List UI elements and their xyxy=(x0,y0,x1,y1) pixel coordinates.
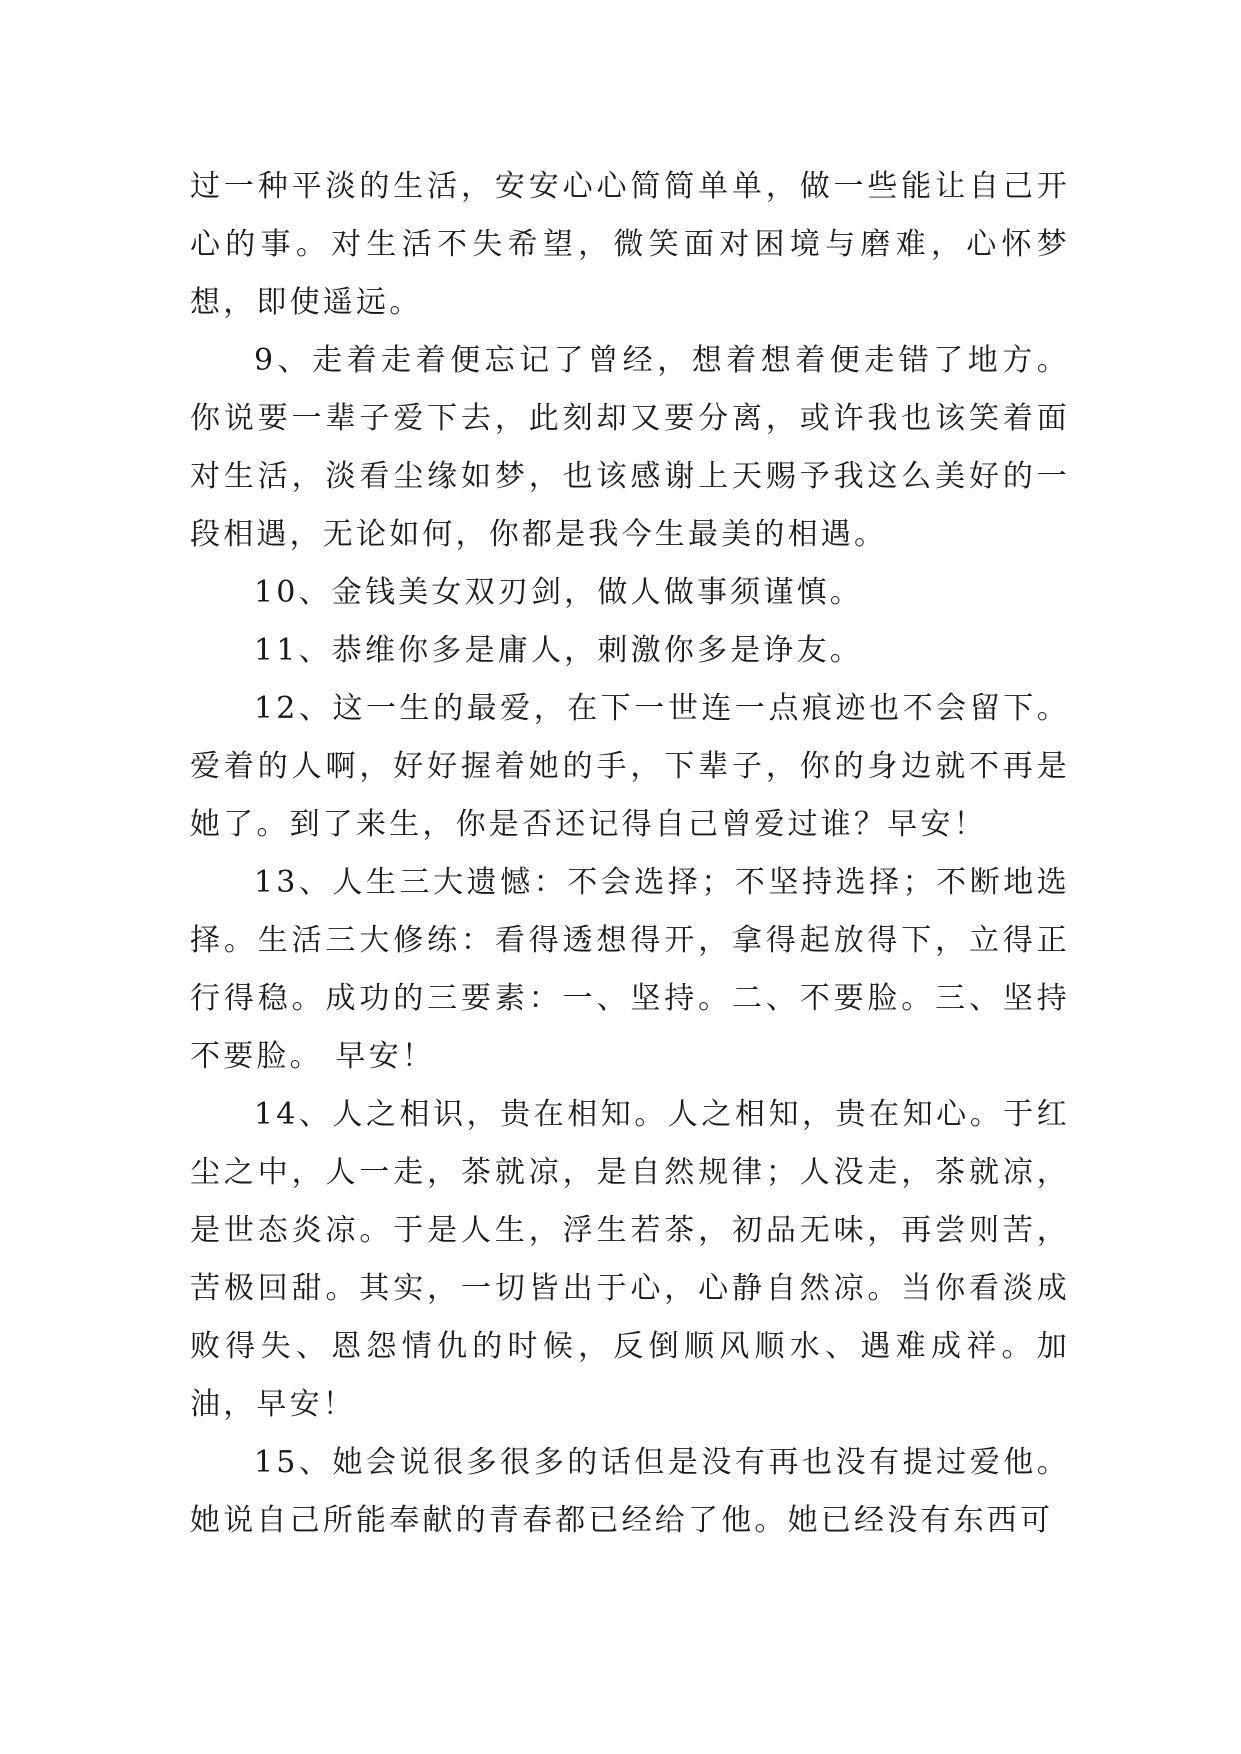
paragraph-item-13: 13、人生三大遗憾：不会选择；不坚持选择；不断地选择。生活三大修练：看得透想得开，拿得起放得下，立得正行得稳。成功的三要素：一、坚持。二、不要脸。三、坚持不要脸。 早安！ xyxy=(190,865,1070,1074)
paragraph-item-11: 11、恭维你多是庸人，刺激你多是诤友。 xyxy=(254,633,863,668)
paragraph-item-12: 12、这一生的最爱，在下一世连一点痕迹也不会留下。爱着的人啊，好好握着她的手，下辈子，你的身边就不再是她了。到了来生，你是否还记得自己曾爱过谁？早安！ xyxy=(190,691,1070,842)
paragraph-item-10: 10、金钱美女双刃剑，做人做事须谨慎。 xyxy=(254,575,863,610)
paragraph-item-15: 15、她会说很多很多的话但是没有再也没有提过爱他。她说自己所能奉献的青春都已经给了他。她已经没有东西可 xyxy=(190,1445,1070,1538)
paragraph-item-9: 9、走着走着便忘记了曾经，想着想着便走错了地方。你说要一辈子爱下去，此刻却又要分离，或许我也该笑着面对生活，淡看尘缘如梦，也该感谢上天赐予我这么美好的一段相遇，无论如何，你都是我今生最美的相遇。 xyxy=(190,343,1070,552)
paragraph-continuation: 过一种平淡的生活，安安心心简简单单，做一些能让自己开心的事。对生活不失希望，微笑面对困境与磨难，心怀梦想，即使遥远。 xyxy=(190,169,1070,320)
paragraph-item-14: 14、人之相识，贵在相知。人之相知，贵在知心。于红尘之中，人一走，茶就凉，是自然规律；人没走，茶就凉，是世态炎凉。于是人生，浮生若茶，初品无味，再尝则苦，苦极回甜。其实，一切皆出于心，心静自然凉。当你看淡成败得失、恩怨情仇的时候，反倒顺风顺水、遇难成祥。加油，早安！ xyxy=(190,1097,1070,1422)
document-body xyxy=(190,158,1070,1550)
